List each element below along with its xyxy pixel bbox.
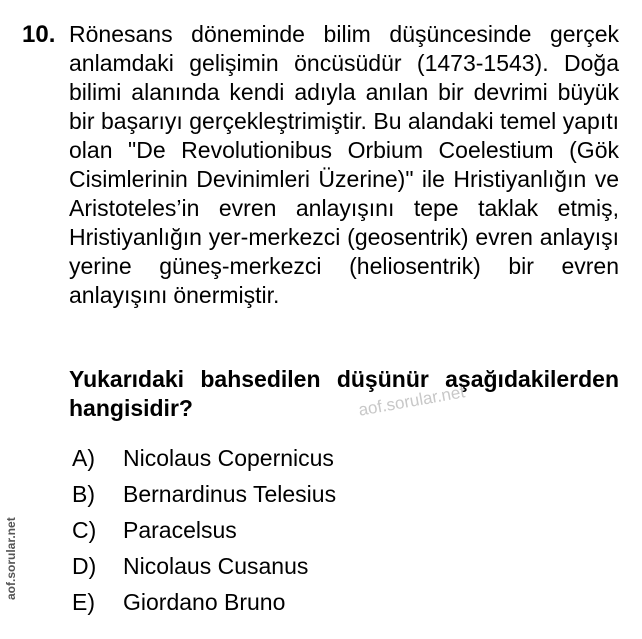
option-b[interactable] — [72, 480, 336, 516]
option-text: Giordano Bruno — [123, 589, 286, 615]
option-letter: A) — [72, 445, 95, 471]
question-text: Rönesans döneminde bilim düşüncesinde gerçek anlamdaki gelişimin öncüsüdür (1473-1543). Doğa bilimi alanında kendi adıyla anılan bir devrimi büyük bir başarıyı gerçekleştrimiştir. Bu alandaki temel yapıtı olan "De Revolutionibus Orbium Coelestium (Gök Cisimlerinin Devinimleri Üzerine)" ile Hristiyanlığın ve Aristoteles’in evren anlayışını tepe taklak etmiş, Hristiyanlığın yer-merkezci (geosentrik) evren anlayışı yerine güneş-merkezci (heliosentrik) bir evren anlayışını önermiştir. — [69, 21, 619, 308]
option-c[interactable] — [72, 516, 336, 552]
option-e[interactable] — [72, 588, 336, 624]
option-text: Nicolaus Copernicus — [123, 445, 334, 471]
watermark-main: aof.sorular.net — [357, 382, 467, 420]
option-d[interactable] — [72, 552, 336, 588]
option-letter: C) — [72, 517, 97, 543]
question-number: 10. — [22, 21, 56, 48]
option-text: Paracelsus — [123, 517, 237, 543]
option-text: Nicolaus Cusanus — [123, 553, 309, 579]
watermark-side: aof.sorular.net — [4, 517, 18, 600]
option-letter: E) — [72, 589, 95, 615]
option-letter: D) — [72, 553, 97, 579]
option-text: Bernardinus Telesius — [123, 481, 337, 507]
question-prompt: Yukarıdaki bahsedilen düşünür aşağıdakilerden hangisidir? — [69, 366, 619, 421]
option-a[interactable] — [72, 444, 336, 480]
option-letter: B) — [72, 481, 95, 507]
answer-options — [72, 444, 336, 624]
